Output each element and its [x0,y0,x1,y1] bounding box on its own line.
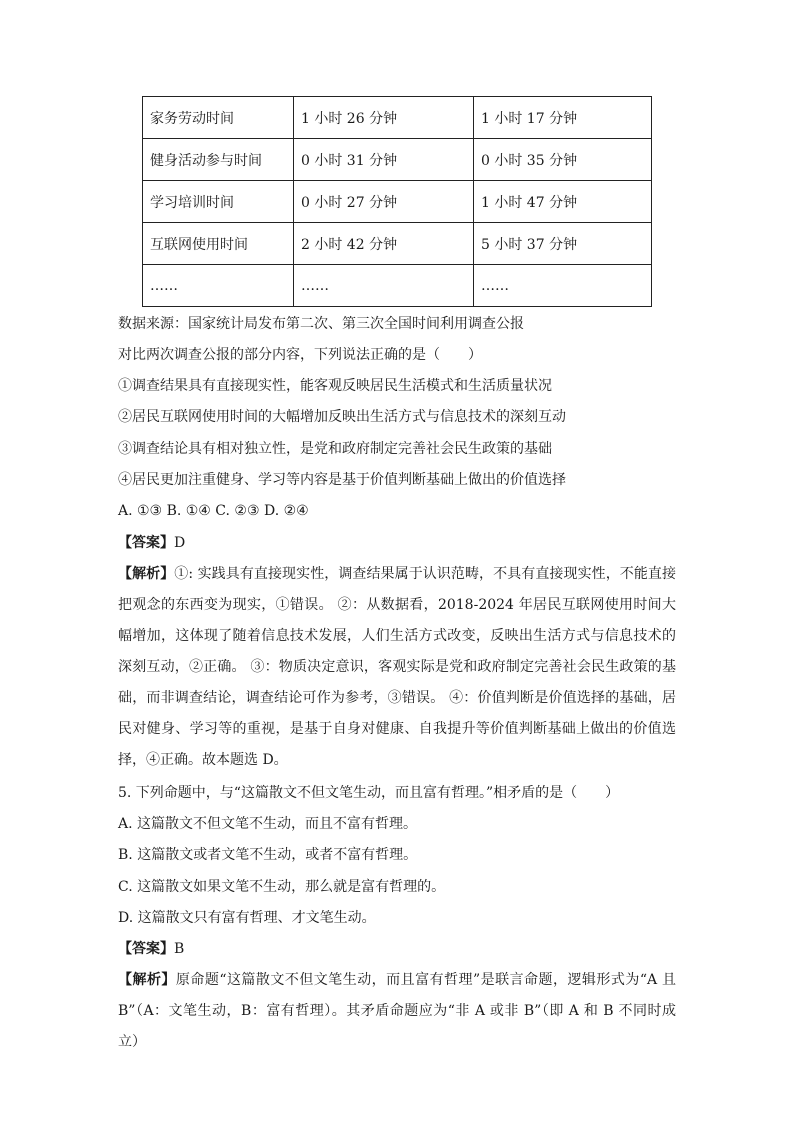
table-cell: 1 小时 47 分钟 [474,181,652,223]
answer-value: B [174,941,185,957]
question-5-analysis [118,965,676,1058]
table-row [143,139,652,181]
question-5-option: B. 这篇散文或者文笔不生动，或者不富有哲理。 [118,847,418,863]
table-cell: …… [294,265,474,307]
question-5-option: D. 这篇散文只有富有哲理、才文笔生动。 [118,910,376,926]
question-5-answer [118,938,678,960]
answer-label: 【答案】 [118,535,174,551]
question-4-option: ④居民更加注重健身、学习等内容是基于价值判断基础上做出的价值选择 [118,472,566,488]
table-cell: 健身活动参与时间 [143,139,294,181]
answer-value: D [174,535,186,551]
table-row [143,223,652,265]
table-row [143,181,652,223]
table-cell: 1 小时 26 分钟 [294,97,474,139]
answer-label: 【答案】 [118,941,174,957]
table-cell: 0 小时 31 分钟 [294,139,474,181]
table-cell: 家务劳动时间 [143,97,294,139]
time-use-table [142,96,652,307]
table-row [143,97,652,139]
table-cell: 5 小时 37 分钟 [474,223,652,265]
analysis-text: 原命题“这篇散文不但文笔生动，而且富有哲理”是联言命题，逻辑形式为“A 且 B”（A：文笔生动，B：富有哲理）。其矛盾命题应为“非 A 或非 B”（即 A 和 B 不同时成立） [118,972,677,1050]
data-source-note: 数据来源：国家统计局发布第二次、第三次全国时间利用调查公报 [118,316,524,332]
question-4-analysis [118,559,676,776]
table-cell: 2 小时 42 分钟 [294,223,474,265]
analysis-label: 【解析】 [118,566,175,582]
analysis-text: ①: 实践具有直接现实性，调查结果属于认识范畴，不具有直接现实性，不能直接把观念的东西变为现实，①错误。 ②：从数据看，2018-2024 年居民互联网使用时间大幅增加，这体现了随着信息技术发展，人们生活方式改变，反映出生活方式与信息技术的深刻互动，②正确。 ③：物质决定意识，客观实际是党和政府制定完善社会民生政策的基础，而非调查结论，调查结论可作为参考，③错误。 ④：价值判断是价值选择的基础，居民对健身、学习等的重视，是基于自身对健康、自我提升等价值判断基础上做出的价值选择，④正确。故本题选 D。 [118,566,676,768]
table-cell: 0 小时 35 分钟 [474,139,652,181]
question-5-option: C. 这篇散文如果文笔不生动，那么就是富有哲理的。 [118,879,446,895]
question-4-stem: 对比两次调查公报的部分内容，下列说法正确的是（ ） [118,347,482,363]
question-5-stem: 5. 下列命题中，与“这篇散文不但文笔生动，而且富有哲理。”相矛盾的是（ ） [118,785,620,801]
table-cell: 1 小时 17 分钟 [474,97,652,139]
table-row [143,265,652,307]
table-cell: …… [474,265,652,307]
question-5-option: A. 这篇散文不但文笔不生动，而且不富有哲理。 [118,816,418,832]
table-cell: 学习培训时间 [143,181,294,223]
table-cell: …… [143,265,294,307]
question-4-option: ②居民互联网使用时间的大幅增加反映出生活方式与信息技术的深刻互动 [118,409,566,425]
question-4-option: ③调查结论具有相对独立性，是党和政府制定完善社会民生政策的基础 [118,441,552,457]
question-4-answer [118,532,678,554]
question-4-option: ①调查结果具有直接现实性，能客观反映居民生活模式和生活质量状况 [118,378,552,394]
question-4-choices: A. ①③ B. ①④ C. ②③ D. ②④ [118,503,309,519]
table-cell: 0 小时 27 分钟 [294,181,474,223]
table-cell: 互联网使用时间 [143,223,294,265]
analysis-label: 【解析】 [118,972,176,988]
